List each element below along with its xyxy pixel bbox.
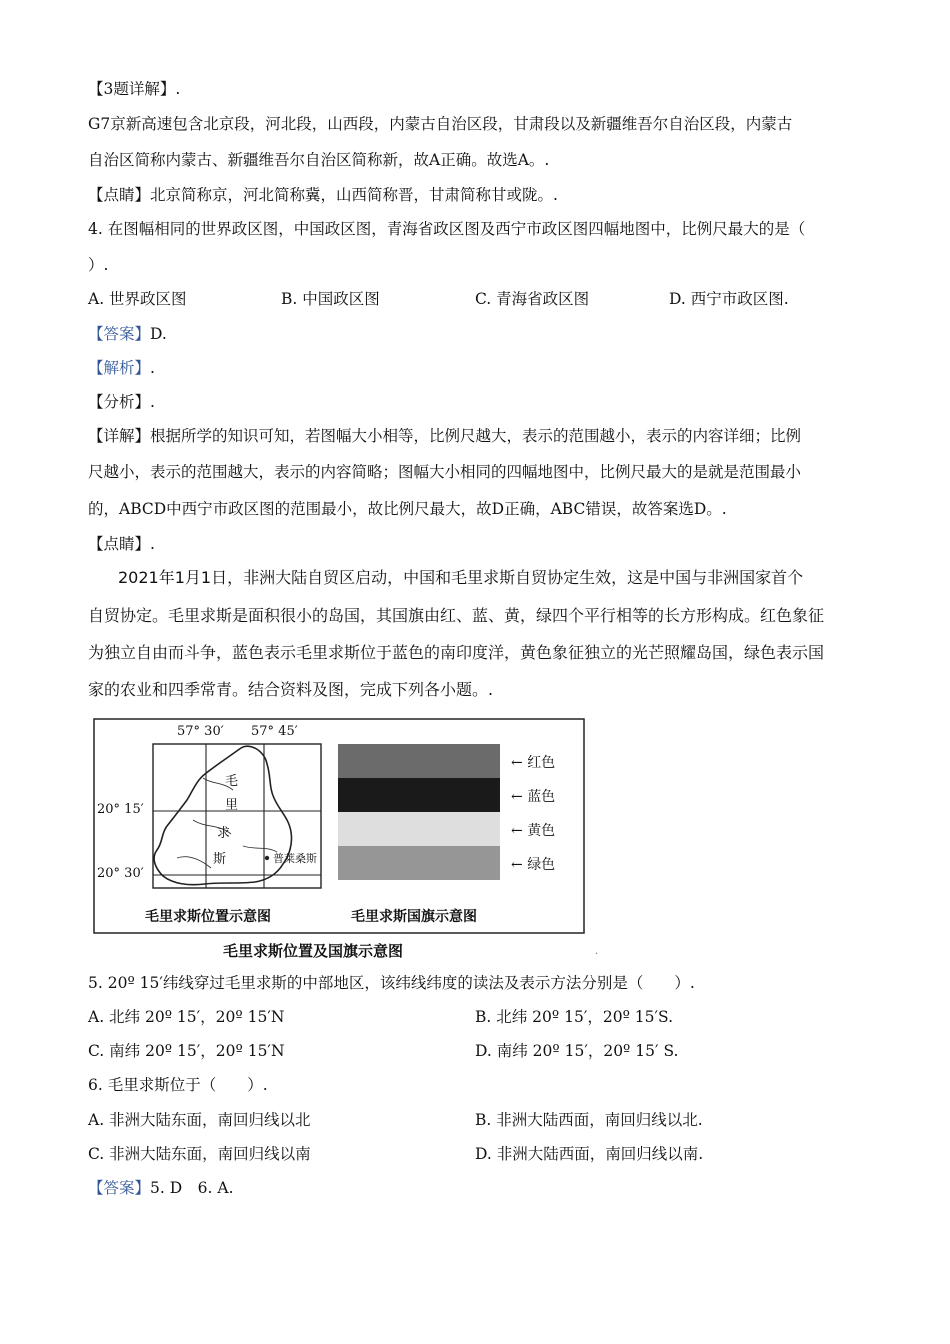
q3-detail-header: 【3题详解】. (88, 80, 181, 98)
q6-stem: 6. 毛里求斯位于（ ）. (88, 1076, 268, 1094)
q4-stem: 4. 在图幅相同的世界政区图，中国政区图，青海省政区图及西宁市政区图四幅地图中，比例尺最大的是（ (88, 220, 806, 238)
q3-comment: 【点睛】北京简称京，河北简称冀，山西简称晋，甘肃简称甘或陇。. (88, 186, 558, 204)
q5-option-c: C. 南纬 20º 15′，20º 15′N (88, 1042, 285, 1060)
island-char: 毛 (225, 774, 239, 789)
latitude-label: 20° 15′ (97, 802, 144, 817)
q4-option-a: A. 世界政区图 (88, 290, 187, 308)
q5-stem: 5. 20º 15′纬线穿过毛里求斯的中部地区，该纬线纬度的读法及表示方法分别是（ ）. (88, 974, 695, 992)
q4-stem-cont: ）. (88, 256, 109, 274)
flag-stripe-red (338, 744, 500, 778)
arrow-left-icon: ← (511, 857, 523, 873)
answer-value: 5. D 6. A. (150, 1179, 234, 1197)
q5-options-row (88, 1006, 862, 1028)
q3-detail-line: 自治区简称内蒙古、新疆维吾尔自治区简称新，故A正确。故选A。. (88, 151, 550, 169)
flag-legend: ← 绿色 (511, 857, 556, 873)
q5-option-a: A. 北纬 20º 15′，20º 15′N (88, 1008, 285, 1026)
flag-legend: ← 黄色 (511, 823, 556, 839)
arrow-left-icon: ← (511, 823, 523, 839)
q6-options-row (88, 1109, 862, 1131)
q5-option-d: D. 南纬 20º 15′，20º 15′ S. (475, 1042, 679, 1060)
island-char: 斯 (213, 852, 227, 867)
answer-tag: 【答案】 (88, 1179, 151, 1197)
q4-detail-line: 尺越小，表示的范围越大，表示的内容简略；图幅大小相同的四幅地图中，比例尺最大的是就是范围最小 (88, 463, 802, 481)
q6-option-b: B. 非洲大陆西面，南回归线以北. (475, 1111, 703, 1129)
island-char: 里 (225, 798, 239, 813)
flag-legend: ← 红色 (511, 755, 556, 771)
longitude-label: 57° 30′ (177, 724, 224, 739)
q6-option-c: C. 非洲大陆东面，南回归线以南 (88, 1145, 311, 1163)
q4-comment: 【点睛】. (88, 535, 155, 553)
city-label: 普莱桑斯 (273, 852, 317, 865)
map-caption: 毛里求斯位置示意图 (145, 909, 271, 925)
q5-options-row (88, 1040, 862, 1062)
q4-fenxi: 【分析】. (88, 393, 155, 411)
q4-option-c: C. 青海省政区图 (475, 290, 590, 308)
q4-options (88, 288, 862, 310)
passage-line: 2021年1月1日，非洲大陆自贸区启动，中国和毛里求斯自贸协定生效，这是中国与非洲国家首个 (118, 568, 804, 587)
passage-line: 为独立自由而斗争，蓝色表示毛里求斯位于蓝色的南印度洋，黄色象征独立的光芒照耀岛国，绿色表示国 (88, 643, 825, 662)
island-char: 求 (217, 826, 231, 841)
q4-answer (88, 323, 167, 345)
q6-options-row (88, 1143, 862, 1165)
q4-detail-line: 的，ABCD中西宁市政区图的范围最小，故比例尺最大，故D正确，ABC错误，故答案选D。. (88, 500, 727, 518)
latitude-label: 20° 30′ (97, 866, 144, 881)
q6-option-d: D. 非洲大陆西面，南回归线以南. (475, 1145, 704, 1163)
q4-detail-line: 【详解】根据所学的知识可知，若图幅大小相等，比例尺越大，表示的范围越小，表示的内容详细；比例 (88, 427, 802, 445)
longitude-label: 57° 45′ (251, 724, 298, 739)
analysis-tag: 【解析】 (88, 359, 151, 377)
arrow-left-icon: ← (511, 755, 523, 771)
q5-option-b: B. 北纬 20º 15′，20º 15′S. (475, 1008, 674, 1026)
flag-legend: ← 蓝色 (511, 789, 556, 805)
flag-caption: 毛里求斯国旗示意图 (351, 909, 477, 925)
trailing-mark: . (595, 946, 599, 957)
city-marker (265, 856, 269, 860)
final-answer (88, 1177, 234, 1199)
figure-caption: 毛里求斯位置及国旗示意图 (223, 942, 404, 960)
passage-line: 自贸协定。毛里求斯是面积很小的岛国，其国旗由红、蓝、黄，绿四个平行相等的长方形构成。红色象征 (88, 606, 825, 625)
mauritius-figure (93, 718, 599, 964)
arrow-left-icon: ← (511, 789, 523, 805)
q6-option-a: A. 非洲大陆东面，南回归线以北 (88, 1111, 311, 1129)
q3-detail-line: G7京新高速包含北京段，河北段，山西段，内蒙古自治区段，甘肃段以及新疆维吾尔自治区段，内蒙古 (88, 115, 793, 133)
passage-line: 家的农业和四季常青。结合资料及图，完成下列各小题。. (88, 680, 494, 699)
flag-stripe-green (338, 846, 500, 880)
answer-value: D. (150, 325, 167, 343)
answer-tag: 【答案】 (88, 325, 151, 343)
flag-stripe-blue (338, 778, 500, 812)
flag-stripe-yellow (338, 812, 500, 846)
q4-option-d: D. 西宁市政区图. (669, 290, 789, 308)
q4-analysis: 【解析】. (88, 359, 155, 377)
q4-option-b: B. 中国政区图 (281, 290, 380, 308)
